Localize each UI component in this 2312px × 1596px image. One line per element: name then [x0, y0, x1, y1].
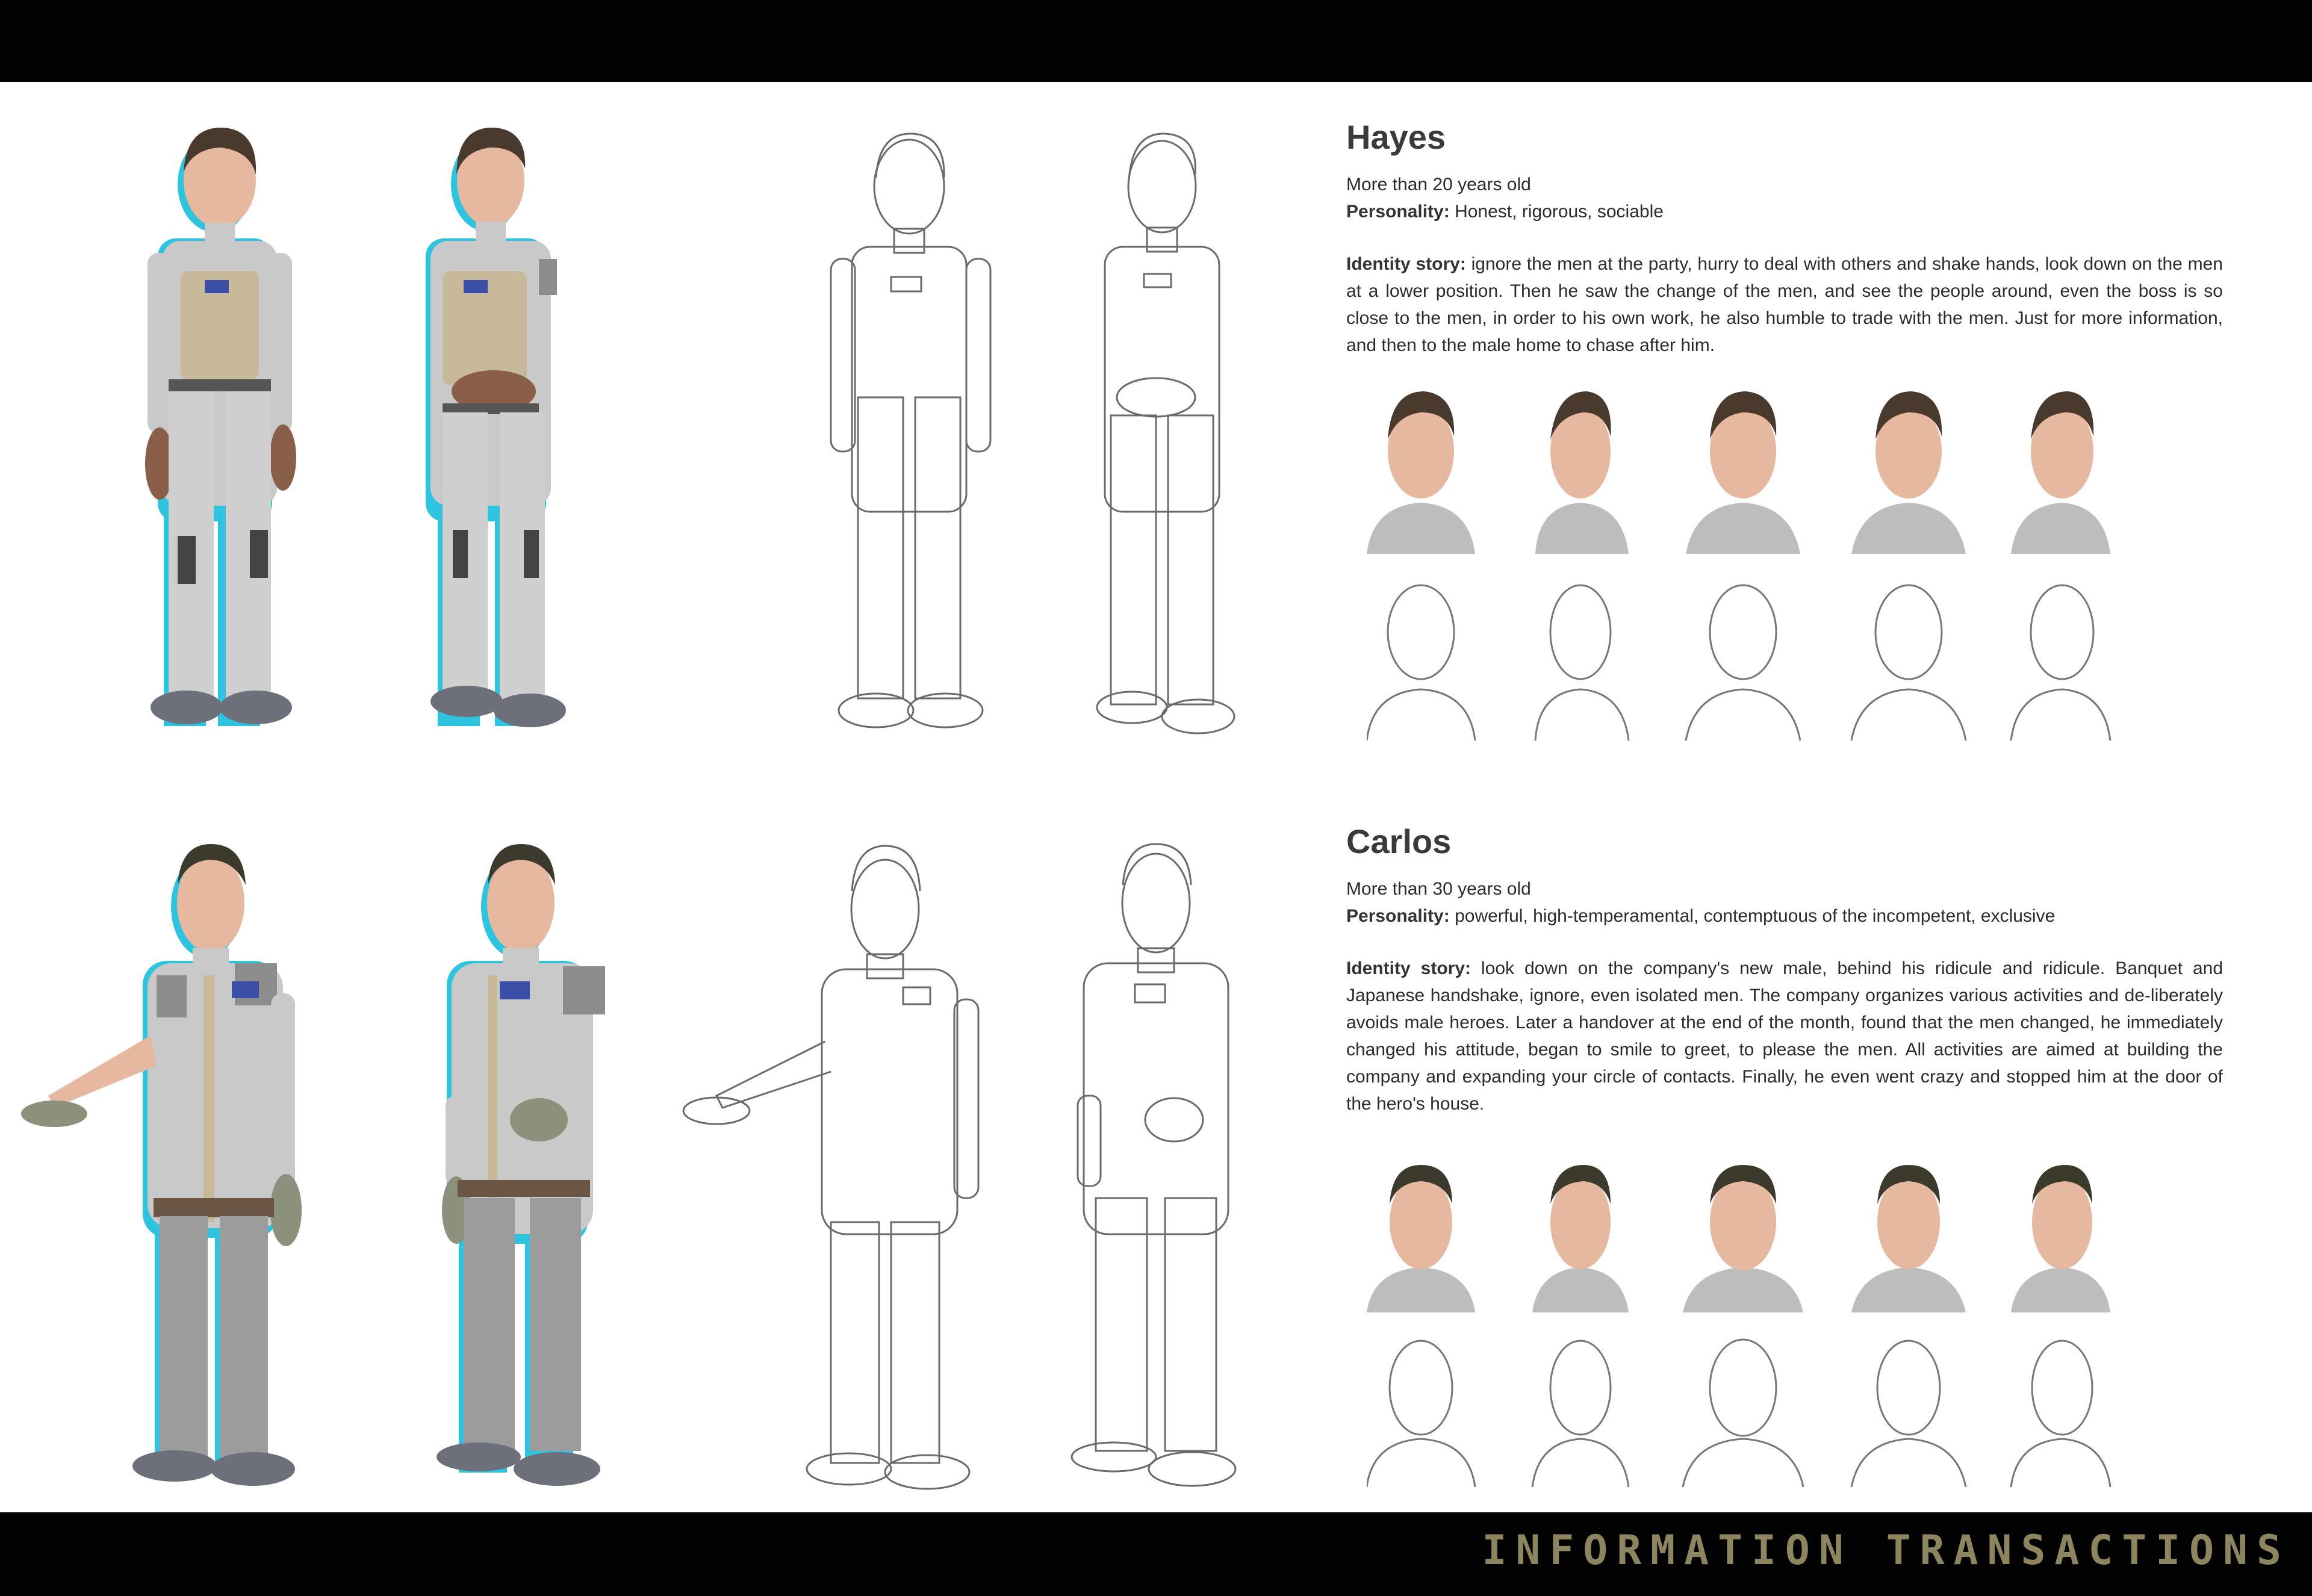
head-4 — [1851, 1165, 1966, 1312]
footer-title: INFORMATION TRANSACTIONS — [1482, 1527, 2290, 1574]
carlos-three-quarter-sketch — [1024, 837, 1276, 1493]
identity-story-text: ignore the men at the party, hurry to deal with others and shake hands, look down on the men at a lower position. Then he saw the change of the men, and see the people around, even the boss is so close to the men, in order to his own work, he also humble to trade with the men. Just for more information, and then to the male home to chase after him. — [1346, 254, 2223, 355]
head-3 — [1683, 1165, 1803, 1312]
hayes-info-panel — [1346, 120, 2223, 359]
head-2 — [1532, 1165, 1629, 1312]
hayes-front-sketch — [795, 120, 1024, 759]
personality-label: Personality: — [1346, 906, 1450, 926]
identity-story-label: Identity story: — [1346, 254, 1466, 274]
head-sketch-4 — [1851, 1341, 1966, 1487]
personality-value: Honest, rigorous, sociable — [1455, 202, 1664, 222]
character-age: More than 30 years old — [1346, 879, 1531, 899]
head-sketch-5 — [2011, 1341, 2110, 1487]
character-name: Carlos — [1346, 822, 1452, 860]
character-age: More than 20 years old — [1346, 175, 1531, 194]
head-5 — [2011, 391, 2110, 554]
hayes-three-quarter-color-illustration — [385, 114, 590, 734]
hayes-expression-heads-sketch — [1367, 572, 2113, 747]
hayes-front-color-illustration — [96, 114, 331, 734]
identity-story-label: Identity story: — [1346, 958, 1471, 978]
carlos-expression-heads-sketch — [1367, 1331, 2113, 1493]
identity-story — [1346, 955, 2223, 1117]
carlos-info-panel — [1346, 822, 2223, 1117]
head-4 — [1851, 391, 1966, 554]
identity-story-text: look down on the company's new male, behind his ridicule and ridicule. Banquet and Japanese handshake, ignore, even isolated men. The company organizes various activities and de-liberately avoids male heroes. Later a handover at the end of the month, found that the men changed, he immediately changed his attitude, began to smile to greet, to please the men. All activities are aimed at building the company and expanding your circle of contacts. Finally, he even went crazy and stopped him at the door of the hero's house. — [1346, 958, 2223, 1114]
head-2 — [1535, 391, 1629, 554]
identity-story — [1346, 250, 2223, 359]
head-sketch-3 — [1686, 585, 1800, 741]
hayes-expression-heads-color — [1367, 385, 2113, 560]
head-sketch-3 — [1683, 1340, 1803, 1487]
head-1 — [1367, 391, 1475, 554]
carlos-three-quarter-color-illustration — [391, 837, 638, 1493]
head-3 — [1686, 391, 1800, 554]
head-sketch-2 — [1535, 585, 1629, 741]
head-sketch-5 — [2011, 585, 2110, 741]
hayes-three-quarter-sketch — [1072, 120, 1252, 759]
top-letterbox-bar — [0, 0, 2312, 82]
head-sketch-1 — [1367, 1341, 1475, 1487]
head-5 — [2011, 1165, 2110, 1312]
carlos-front-color-illustration — [12, 837, 349, 1493]
carlos-expression-heads-color — [1367, 1162, 2113, 1318]
character-personality — [1346, 902, 2223, 930]
head-sketch-4 — [1851, 585, 1966, 741]
character-name: Hayes — [1346, 118, 1446, 156]
character-personality — [1346, 198, 2223, 225]
personality-value: powerful, high-temperamental, contemptuous of the incompetent, exclusive — [1455, 906, 2056, 926]
head-sketch-1 — [1367, 585, 1475, 741]
carlos-front-sketch — [650, 837, 999, 1493]
head-1 — [1367, 1165, 1475, 1312]
head-sketch-2 — [1532, 1341, 1629, 1487]
personality-label: Personality: — [1346, 202, 1450, 222]
